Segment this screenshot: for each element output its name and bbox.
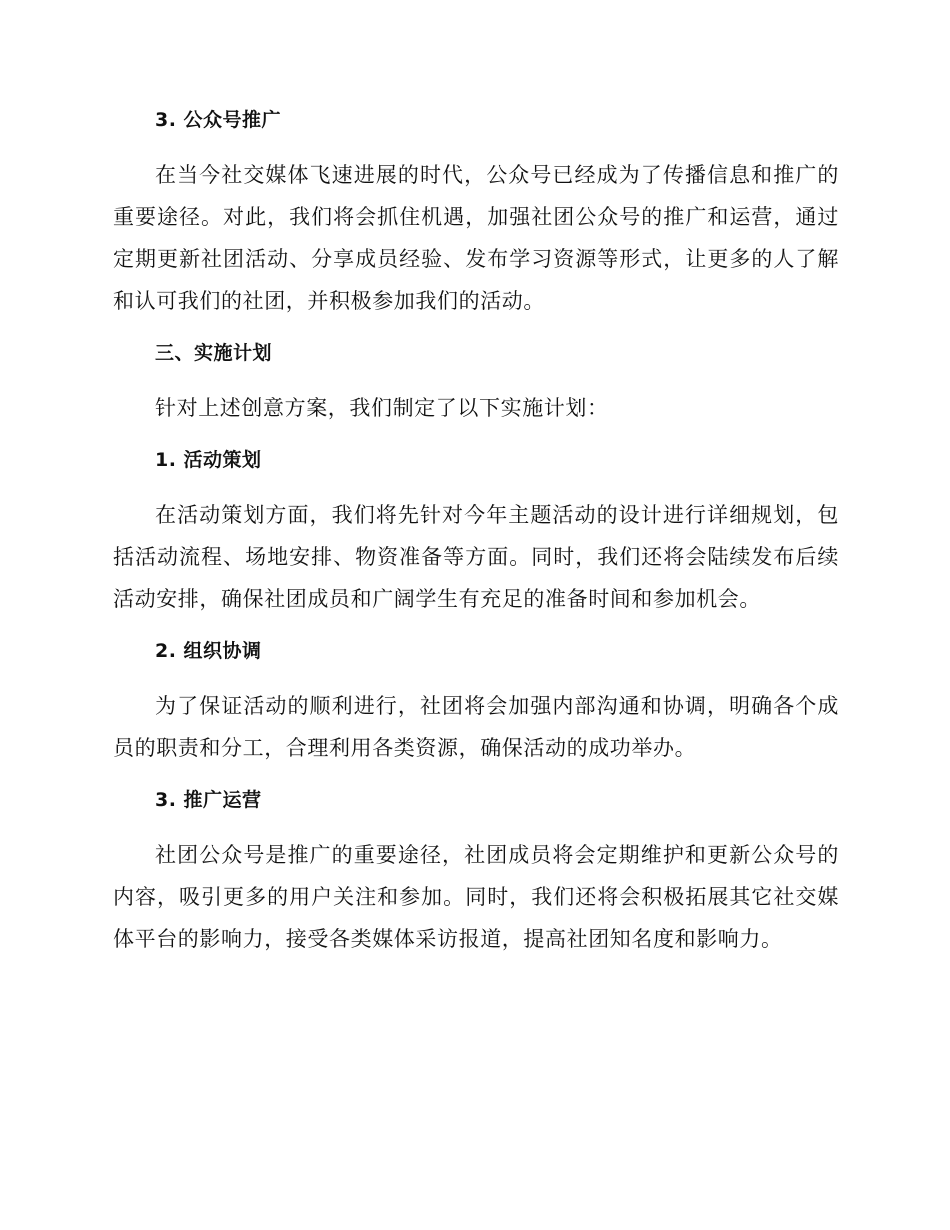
section-heading-activity-planning: 1. 活动策划 [155,449,262,471]
document-page [113,106,839,960]
section-heading-coordination: 2. 组织协调 [155,640,262,662]
section-heading-implementation-plan: 三、实施计划 [155,342,273,364]
section-heading-wechat-promotion: 3. 公众号推广 [155,109,282,131]
paragraph-plan-intro: 针对上述创意方案，我们制定了以下实施计划： [155,396,609,420]
paragraph-promotion-operation: 社团公众号是推广的重要途径，社团成员将会定期维护和更新公众号的内容，吸引更多的用户关注和参加。同时，我们还将会积极拓展其它社交媒体平台的影响力，接受各类媒体采访报道，提高社团知名度和影响力。 [113,843,839,951]
paragraph-coordination: 为了保证活动的顺利进行，社团将会加强内部沟通和协调，明确各个成员的职责和分工，合理利用各类资源，确保活动的成功举办。 [113,694,839,760]
section-heading-promotion-operation: 3. 推广运营 [155,789,262,811]
paragraph-activity-planning: 在活动策划方面，我们将先针对今年主题活动的设计进行详细规划，包括活动流程、场地安排、物资准备等方面。同时，我们还将会陆续发布后续活动安排，确保社团成员和广阔学生有充足的准备时间和参加机会。 [113,503,839,611]
paragraph-wechat-promotion: 在当今社交媒体飞速进展的时代，公众号已经成为了传播信息和推广的重要途径。对此，我们将会抓住机遇，加强社团公众号的推广和运营，通过定期更新社团活动、分享成员经验、发布学习资源等形式，让更多的人了解和认可我们的社团，并积极参加我们的活动。 [113,163,839,313]
